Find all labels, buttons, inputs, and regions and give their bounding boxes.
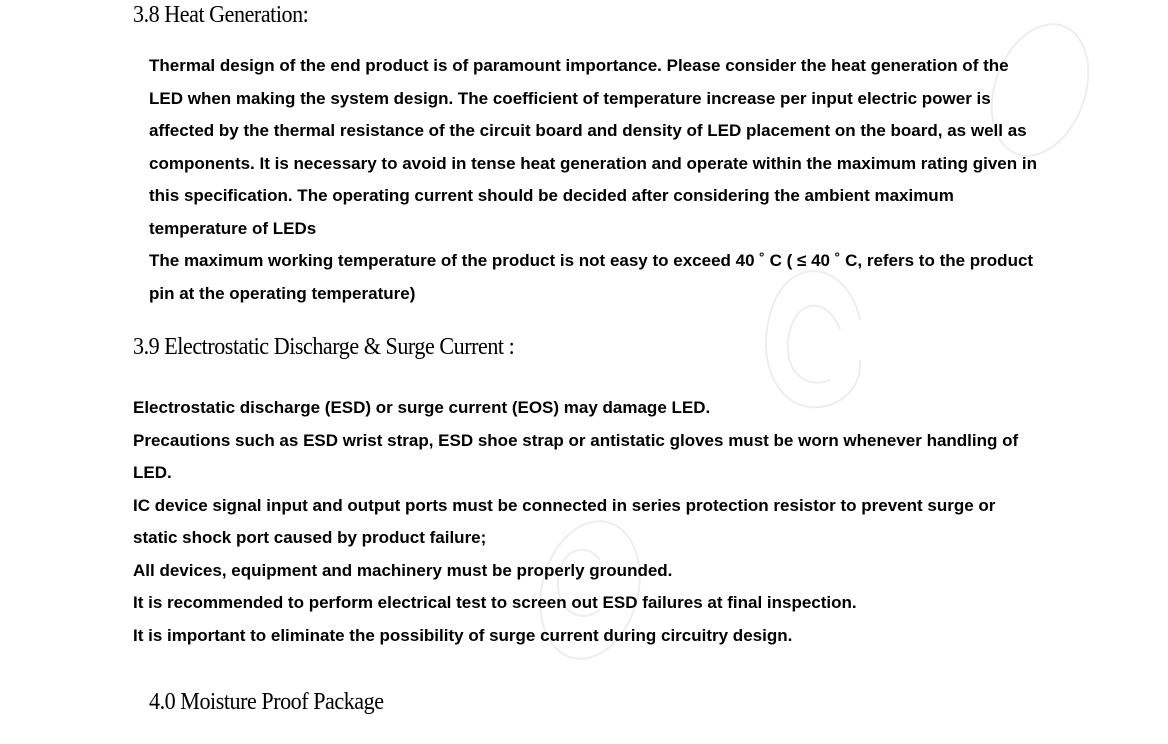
text-line: It is important to eliminate the possibility of surge current during circuitry design. — [133, 625, 793, 645]
text-line: temperature of LEDs — [149, 218, 317, 238]
text-line: LED. — [133, 463, 172, 482]
text-line: Electrostatic discharge (ESD) or surge current (EOS) may damage LED. — [133, 398, 711, 417]
text-line: static shock port caused by product failure; — [133, 528, 487, 547]
section-3-8-body — [149, 50, 1109, 310]
text-line: The maximum working temperature of the product is not easy to exceed 40 ˚ C ( ≤ 40 ˚ C, refers to the product — [149, 251, 1034, 270]
text-line: this specification. The operating current should be decided after considering the ambient maximum — [149, 186, 954, 205]
text-line: All devices, equipment and machinery must be properly grounded. — [133, 560, 673, 580]
text-line: pin at the operating temperature) — [149, 283, 416, 303]
text-line: components. It is necessary to avoid in tense heat generation and operate within the maximum rating given in — [149, 153, 1037, 173]
text-line: IC device signal input and output ports must be connected in series protection resistor to prevent surge or — [133, 495, 996, 515]
text-line: LED when making the system design. The coefficient of temperature increase per input electric power is — [149, 88, 991, 108]
text-line: Thermal design of the end product is of paramount importance. Please consider the heat generation of the — [149, 56, 1009, 75]
text-line: Precautions such as ESD wrist strap, ESD shoe strap or antistatic gloves must be worn whenever handling of — [133, 430, 1019, 450]
section-4-0-heading: 4.0 Moisture Proof Package — [149, 689, 384, 715]
section-3-8-heading: 3.8 Heat Generation: — [133, 2, 309, 28]
section-3-9-body — [133, 392, 1093, 652]
text-line: affected by the thermal resistance of the circuit board and density of LED placement on the board, as well as — [149, 121, 1027, 140]
text-line: It is recommended to perform electrical test to screen out ESD failures at final inspection. — [133, 593, 857, 612]
section-3-9-heading: 3.9 Electrostatic Discharge & Surge Current : — [133, 334, 515, 360]
